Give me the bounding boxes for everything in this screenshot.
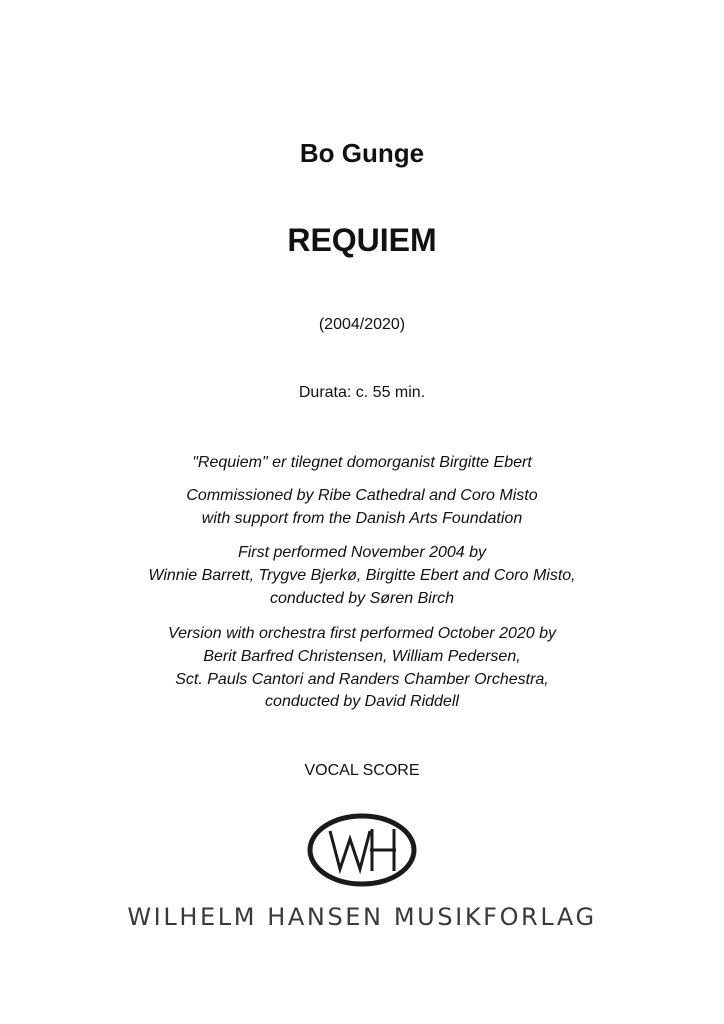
orchestra-version-line-4: conducted by David Riddell: [265, 693, 459, 710]
publisher-logo: [306, 813, 418, 887]
composition-years: (2004/2020): [318, 316, 406, 333]
first-performance-line-1: First performed November 2004 by: [237, 544, 487, 561]
commission-line-2: with support from the Danish Arts Foundation: [201, 510, 523, 527]
orchestra-version-line-2: Berit Barfred Christensen, William Pedersen,: [203, 648, 521, 665]
first-performance-line-3: conducted by Søren Birch: [269, 590, 455, 607]
duration: Durata: c. 55 min.: [298, 384, 426, 401]
dedication: "Requiem" er tilegnet domorganist Birgitte Ebert: [192, 454, 532, 471]
orchestra-version-line-1: Version with orchestra first performed October 2020 by: [167, 625, 557, 642]
publisher-name: WILHELM HANSEN MUSIKFORLAG: [127, 903, 597, 931]
score-type: VOCAL SCORE: [304, 762, 420, 779]
orchestra-version-line-3: Sct. Pauls Cantori and Randers Chamber Orchestra,: [175, 671, 549, 688]
composer-name: Bo Gunge: [299, 138, 425, 168]
first-performance-line-2: Winnie Barrett, Trygve Bjerkø, Birgitte Ebert and Coro Misto,: [148, 567, 576, 584]
work-title: REQUIEM: [287, 222, 437, 258]
commission-line-1: Commissioned by Ribe Cathedral and Coro Misto: [186, 487, 538, 504]
